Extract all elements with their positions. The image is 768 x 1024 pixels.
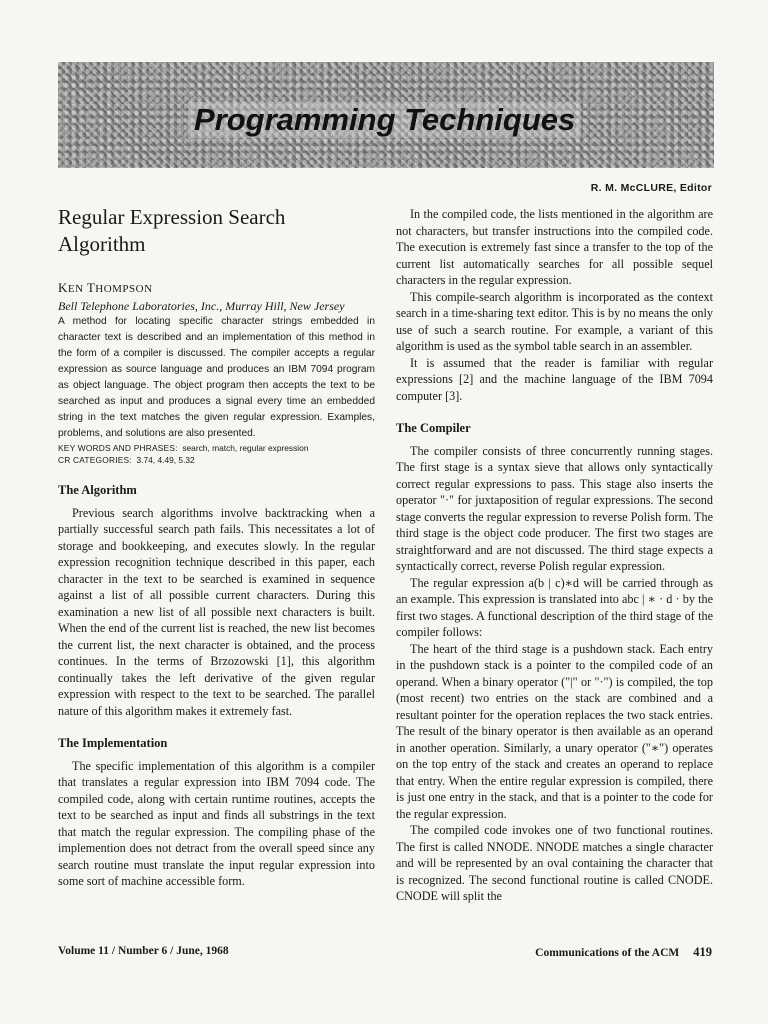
author-name: KEN THOMPSON [58, 280, 153, 295]
heading-compiler: The Compiler [396, 421, 471, 435]
heading-implementation: The Implementation [58, 736, 168, 750]
paragraph: The compiler consists of three concurrently running stages. The first stage is a syntax sieve that allows only syntactically correct regular expressions to pass. This stage also inserts the operator "·" for juxtaposition of regular expressions. The second stage converts the regular expression to reverse Polish form. The third stage is the object code producer. The first two stages are straightforward and are not discussed. The third stage expects a syntactically correct, reverse Polish regular expression. [396, 443, 713, 573]
footer-journal [535, 945, 712, 960]
article-title [58, 204, 375, 258]
footer-volume: Volume 11 / Number 6 / June, 1968 [58, 945, 229, 957]
abstract: A method for locating specific character strings embedded in character text is described and an implementation of this method in the form of a compiler is discussed. The compiler accepts a regular expression as source language and produces an IBM 7094 program as object language. The object program then accepts the text to be searched as input and produces a signal every time an embedded string in the text matches the given regular expression. Examples, problems, and solutions are also presented. [58, 316, 375, 439]
keywords: KEY WORDS AND PHRASES: search, match, regular expression [58, 443, 309, 453]
paragraph: Previous search algorithms involve backtracking when a partially successful search path fails. This necessitates a lot of storage and bookkeeping, and executes slowly. In the regular expression recognition technique described in this paper, each character in the text to be searched is examined in sequence against a list of all possible current characters. During this examination a new list of all possible next characters is built. When the end of the current list is reached, the new list becomes the current list, the next character is obtained, and the process continues. In the terms of Brzozowski [1], this algorithm continually takes the left derivative of the given regular expression with respect to the text to be searched. The parallel nature of this algorithm makes it extremely fast. [58, 505, 375, 718]
paragraph: The compiled code invokes one of two functional routines. The first is called NNODE. NNODE matches a single character and will be represented by an oval containing the character that is recognized. The second functional routine is called CNODE. CNODE will split the [396, 823, 713, 903]
left-column [58, 204, 375, 890]
section-title: Programming Techniques [188, 102, 581, 138]
title-line-1: Regular Expression Search [58, 205, 286, 229]
author-affiliation: Bell Telephone Laboratories, Inc., Murray Hill, New Jersey [58, 298, 345, 313]
title-line-2: Algorithm [58, 232, 146, 256]
paragraph: It is assumed that the reader is familiar with regular expressions [2] and the machine language of the IBM 7094 computer [3]. [396, 355, 713, 403]
page-number: 419 [693, 945, 712, 959]
paragraph: The regular expression a(b | c)∗d will be carried through as an example. This expression is translated into abc | ∗ · d · by the first two stages. A functional description of the third stage of the compiler follows: [396, 575, 713, 639]
journal-name: Communications of the ACM [535, 947, 680, 959]
editor-credit: R. M. McCLURE, Editor [590, 182, 712, 194]
heading-algorithm: The Algorithm [58, 483, 137, 497]
paragraph: In the compiled code, the lists mentioned in the algorithm are not characters, but transfer instructions into the compiled code. The execution is extremely fast since a transfer to the top of the current list automatically searches for all possible sequel characters in the regular expression. [396, 207, 713, 287]
right-column [396, 206, 713, 905]
cr-categories: CR CATEGORIES: 3.74, 4.49, 5.32 [58, 455, 195, 465]
paragraph: The heart of the third stage is a pushdown stack. Each entry in the pushdown stack is a pointer to the compiled code of an operand. When a binary operator ("|" or "·") is compiled, the top (most recent) two entries on the stack are combined and a resultant pointer for the operation replaces the two stack entries. The result of the binary operator is then available as an operand in another operation. Similarly, a unary operator ("∗") operates on the top entry of the stack and creates an operand to replace that entry. When the entire regular expression is compiled, there is just one entry in the stack, and that is a pointer to the code for the regular expression. [396, 641, 713, 821]
header-banner [58, 62, 714, 168]
paragraph: The specific implementation of this algorithm is a compiler that translates a regular expression into IBM 7094 code. The compiled code, along with certain runtime routines, accepts the text to be searched as input and finds all substrings in the text that match the regular expression. The compiling phase of the implemention does not detract from the overall speed since any search routine must translate the input regular expression into some sort of machine accessible form. [58, 758, 375, 888]
paragraph: This compile-search algorithm is incorporated as the context search in a time-sharing text editor. This is by no means the only use of such a search routine. For example, a variant of this algorithm is used as the symbol table search in an assembler. [396, 289, 713, 353]
